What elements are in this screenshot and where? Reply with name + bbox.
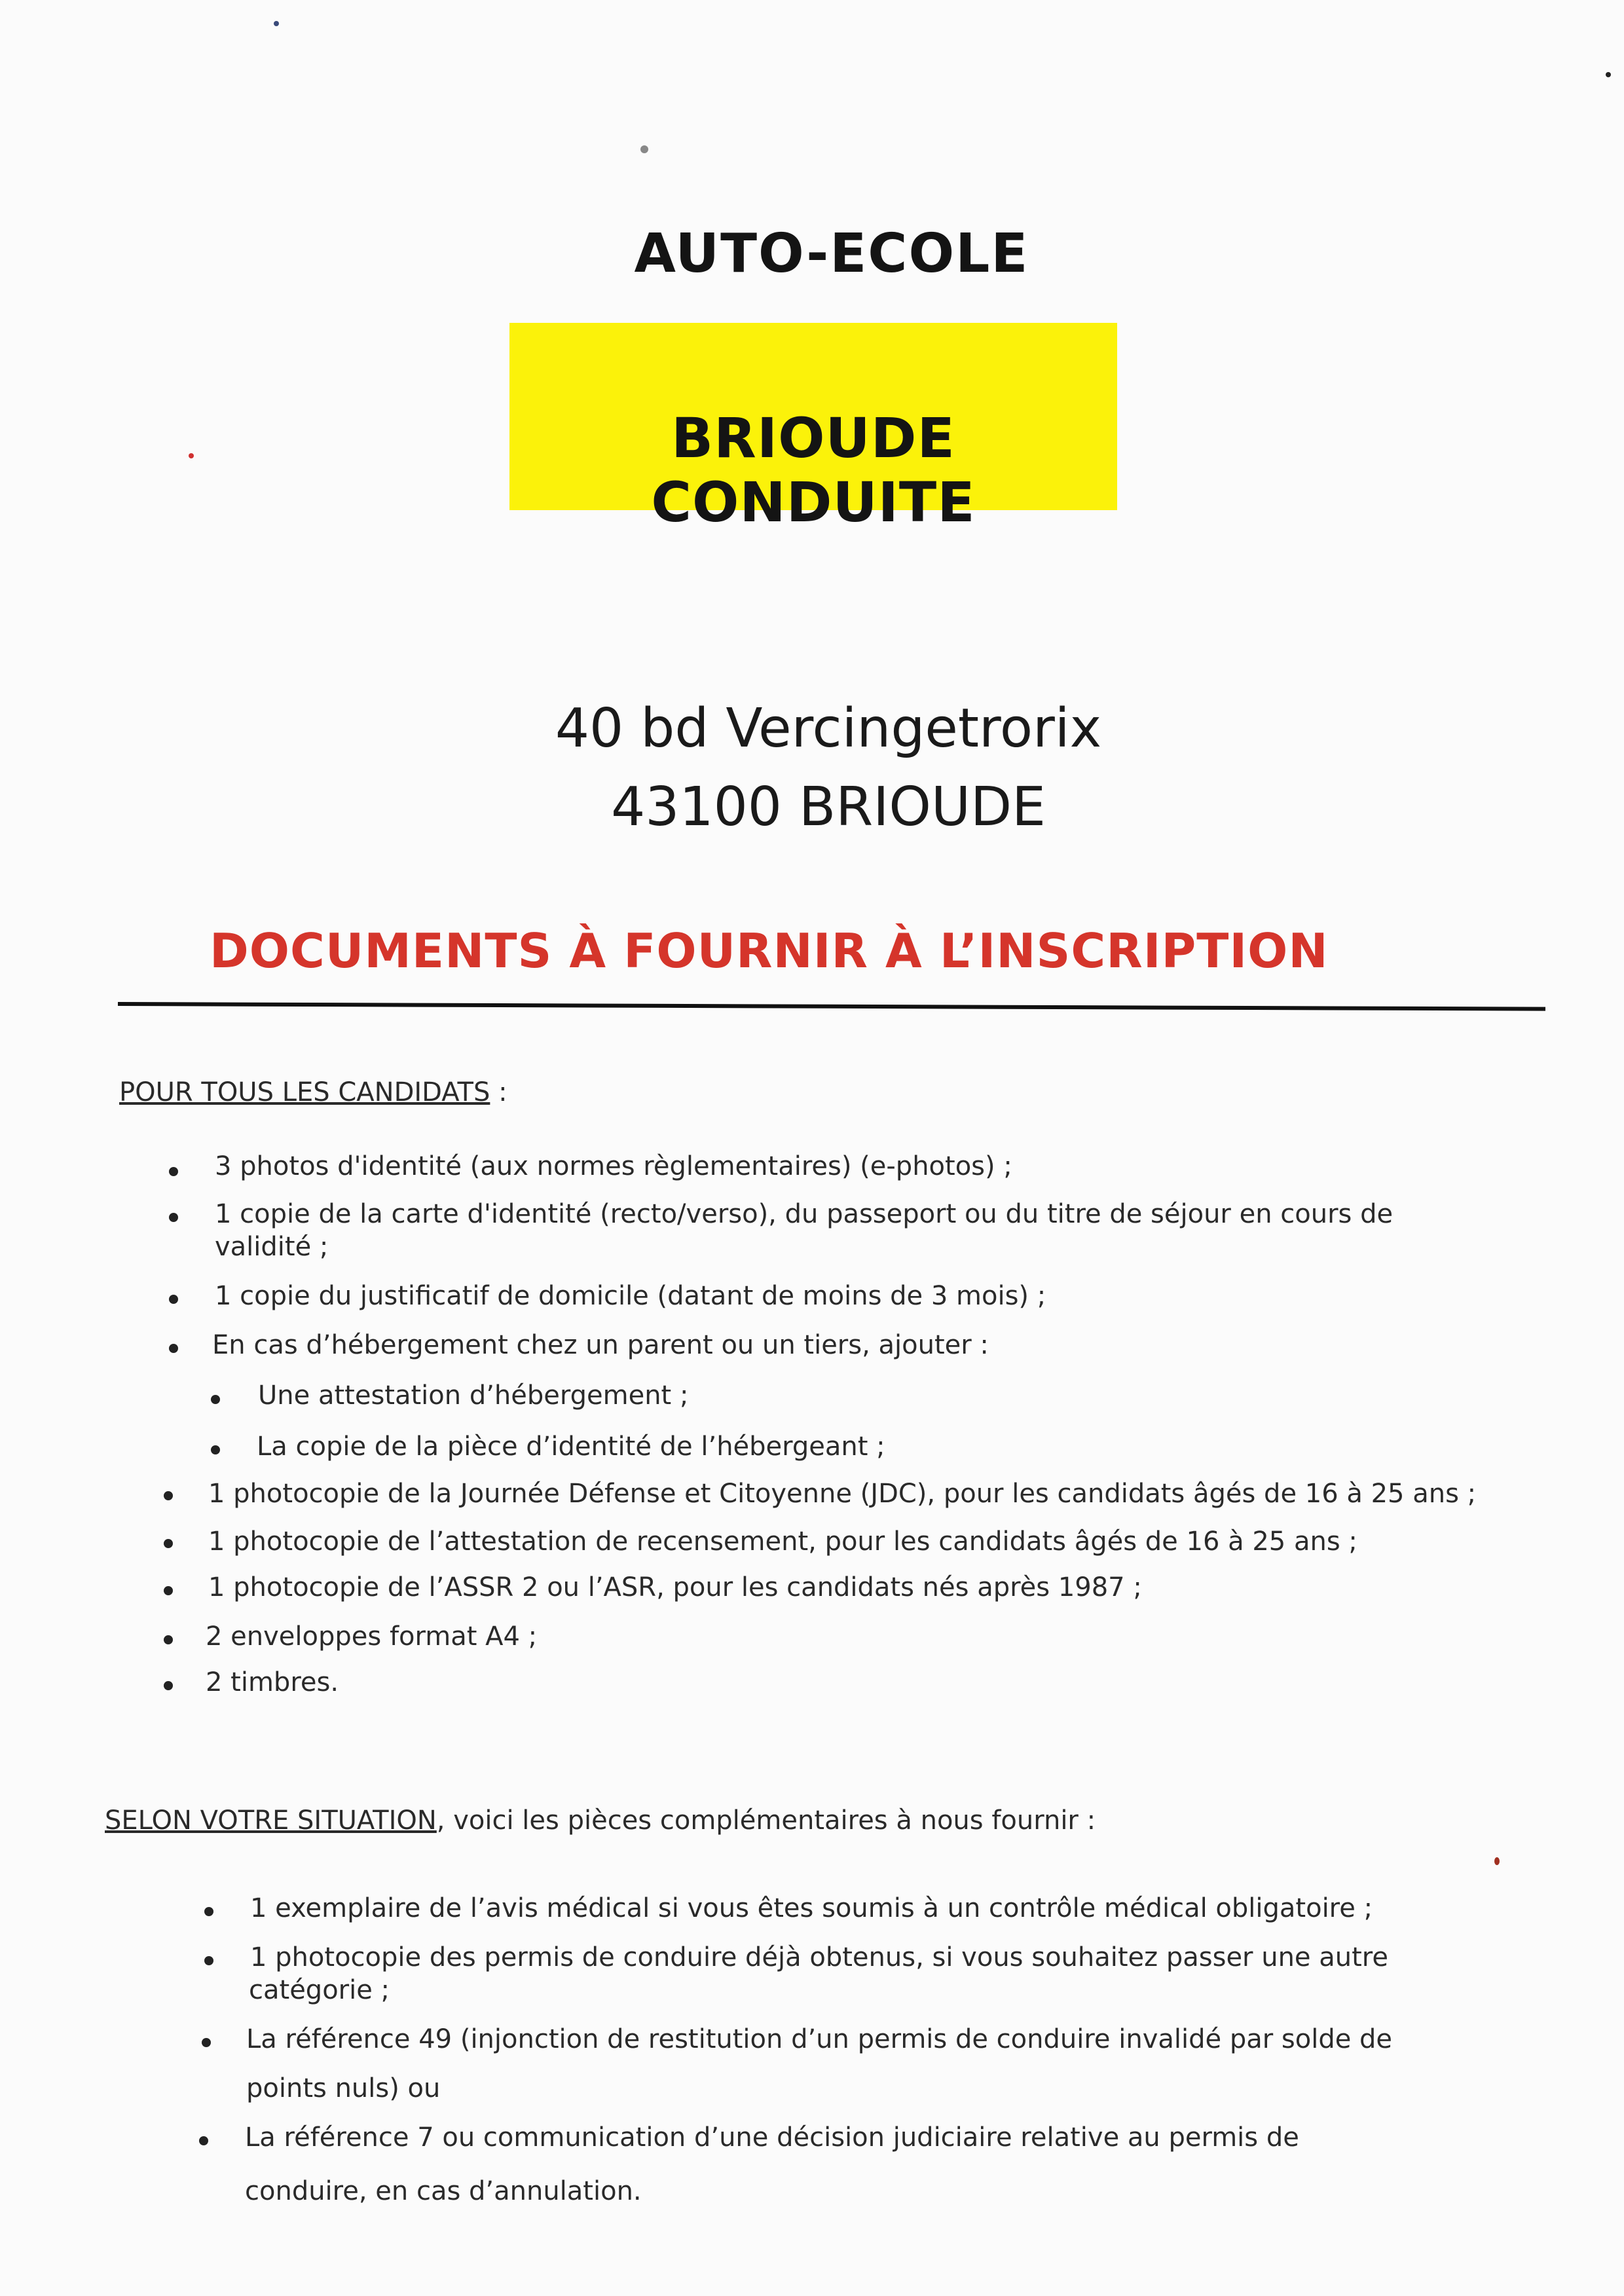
bullet-icon xyxy=(169,1213,178,1222)
address-city: 43100 BRIOUDE xyxy=(611,776,1046,838)
speck xyxy=(1606,72,1611,77)
section-heading-label: SELON VOTRE SITUATION xyxy=(105,1805,437,1836)
address-street: 40 bd Vercingetrorix xyxy=(555,697,1102,760)
list-item-text: 1 exemplaire de l’avis médical si vous êtes soumis à un contrôle médical obligatoire ; xyxy=(250,1893,1373,1923)
section-all-candidates-heading xyxy=(119,1077,507,1107)
list-item-text: 2 timbres. xyxy=(206,1667,339,1697)
school-name: BRIOUDE CONDUITE xyxy=(651,406,976,534)
bullet-icon xyxy=(164,1586,173,1595)
document-title: DOCUMENTS À FOURNIR À L’INSCRIPTION xyxy=(210,923,1329,978)
list-item-text-continued: points nuls) ou xyxy=(246,2073,441,2103)
section-heading-suffix: , voici les pièces complémentaires à nous fournir : xyxy=(436,1805,1096,1836)
speck xyxy=(274,21,279,26)
bullet-icon xyxy=(164,1539,173,1548)
list-item-text: 1 photocopie de l’ASSR 2 ou l’ASR, pour les candidats nés après 1987 ; xyxy=(208,1572,1142,1602)
bullet-icon xyxy=(164,1491,173,1500)
bullet-icon xyxy=(169,1167,178,1176)
school-type-heading: AUTO-ECOLE xyxy=(634,223,1029,285)
section-situation-heading xyxy=(105,1805,1096,1836)
bullet-icon xyxy=(204,1907,213,1916)
sub-list-item-text: La copie de la pièce d’identité de l’hébergeant ; xyxy=(257,1432,885,1462)
list-item-text-continued: catégorie ; xyxy=(249,1975,390,2005)
bullet-icon xyxy=(164,1681,173,1690)
list-item-text: 3 photos d'identité (aux normes règlementaires) (e-photos) ; xyxy=(215,1151,1012,1181)
bullet-icon xyxy=(204,1956,213,1965)
bullet-icon xyxy=(202,2038,211,2047)
list-item-text: La référence 49 (injonction de restitution d’un permis de conduire invalidé par solde de xyxy=(246,2024,1393,2054)
bullet-icon xyxy=(169,1295,178,1304)
speck xyxy=(1494,1857,1500,1865)
bullet-icon xyxy=(211,1445,220,1454)
bullet-icon xyxy=(199,2136,208,2145)
bullet-icon xyxy=(211,1395,220,1404)
list-item-text: 1 copie du justificatif de domicile (datant de moins de 3 mois) ; xyxy=(215,1281,1046,1311)
speck xyxy=(189,453,194,458)
list-item-text: La référence 7 ou communication d’une décision judiciaire relative au permis de xyxy=(245,2122,1299,2153)
speck xyxy=(640,145,648,153)
bullet-icon xyxy=(164,1635,173,1644)
list-item-text-continued: conduire, en cas d’annulation. xyxy=(245,2176,642,2206)
list-item-text: 1 photocopie de l’attestation de recensement, pour les candidats âgés de 16 à 25 ans ; xyxy=(208,1527,1357,1557)
bullet-icon xyxy=(169,1344,178,1353)
section-heading-suffix: : xyxy=(490,1077,507,1107)
list-item-text: 1 photocopie des permis de conduire déjà obtenus, si vous souhaitez passer une autre xyxy=(250,1942,1388,1972)
section-heading-label: POUR TOUS LES CANDIDATS xyxy=(119,1077,490,1107)
list-item-text: 2 enveloppes format A4 ; xyxy=(206,1621,538,1652)
title-divider xyxy=(118,1002,1545,1011)
list-item-text: 1 photocopie de la Journée Défense et Citoyenne (JDC), pour les candidats âgés de 16 à 25 ans ; xyxy=(208,1479,1477,1509)
sub-list-item-text: Une attestation d’hébergement ; xyxy=(258,1380,689,1411)
list-item-text-continued: validité ; xyxy=(215,1232,329,1262)
list-item-text: 1 copie de la carte d'identité (recto/verso), du passeport ou du titre de séjour en cours de xyxy=(215,1199,1393,1229)
list-item-text: En cas d’hébergement chez un parent ou un tiers, ajouter : xyxy=(212,1330,989,1360)
